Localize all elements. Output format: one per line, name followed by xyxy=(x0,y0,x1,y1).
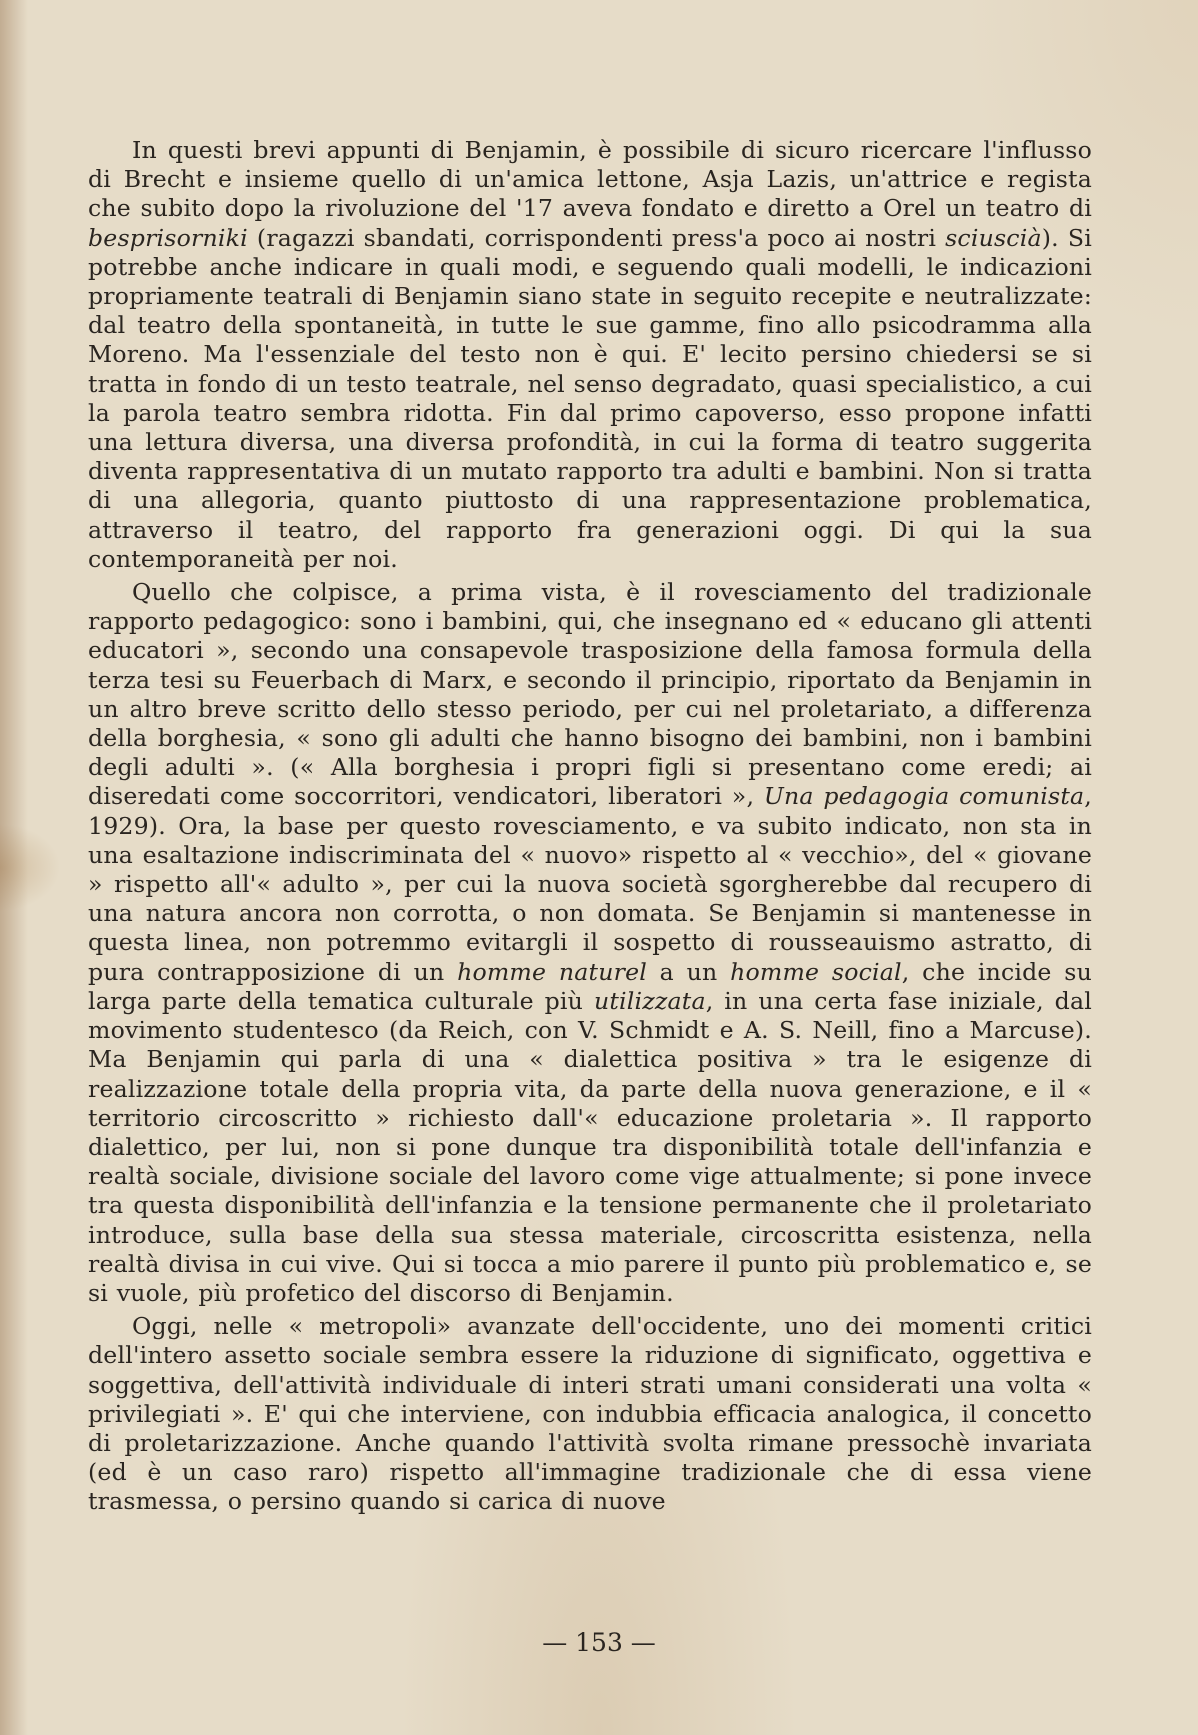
page-binding-shadow xyxy=(0,0,28,1735)
text-segment: (ragazzi sbandati, corrispondenti press'a poco ai nostri xyxy=(247,223,946,252)
text-segment: a un xyxy=(646,957,731,986)
italic-term: homme social xyxy=(730,957,902,986)
italic-term: homme naturel xyxy=(457,957,647,986)
italic-term: besprisorniki xyxy=(88,223,248,252)
page-number: — 153 — xyxy=(542,1628,656,1657)
text-segment: Quello che colpisce, a prima vista, è il rovesciamento del tradizionale rapporto pedagogico: sono i bambini, qui, che insegnano ed « educano gli attenti educatori », secondo una consapevole trasposizione della famosa formula della terza tesi su Feuerbach di Marx, e secondo il principio, riportato da Benjamin in un altro breve scritto dello stesso periodo, per cui nel proletariato, a differenza della borghesia, « sono gli adulti che hanno bisogno dei bambini, non i bambini degli adulti ». (« Alla borghesia i propri figli si presentano come eredi; ai diseredati come soccorritori, vendicatori, liberatori », xyxy=(88,578,1092,811)
paragraph xyxy=(88,578,1092,1308)
text-segment: ). Si potrebbe anche indicare in quali modi, e seguendo quali modelli, le indicazioni propriamente teatrali di Benjamin siano state in seguito recepite e neutralizzate: dal teatro della spontaneità, in tutte le sue gamme, fino allo psicodramma alla Moreno. Ma l'essenziale del testo non è qui. E' lecito persino chiedersi se si tratta in fondo di un testo teatrale, nel senso degradato, quasi specialistico, a cui la parola teatro sembra ridotta. Fin dal primo capoverso, esso propone infatti una lettura diversa, una diversa profondità, in cui la forma di teatro suggerita diventa rappresentativa di un mutato rapporto tra adulti e bambini. Non si tratta di una allegoria, quanto piuttosto di una rappresentazione problematica, attraverso il teatro, del rapporto fra generazioni oggi. Di qui la sua contemporaneità per noi. xyxy=(88,223,1092,573)
italic-term: utilizzata xyxy=(593,986,706,1015)
paragraph xyxy=(88,136,1092,574)
text-segment: , che incide su larga parte della tematica culturale più xyxy=(88,957,1092,1015)
italic-title: Una pedagogia comunista xyxy=(763,782,1085,811)
text-segment: , 1929). Ora, la base per questo rovesciamento, e va subito indicato, non sta in una esaltazione indiscriminata del « nuovo» rispetto al « vecchio», del « giovane » rispetto all'« adulto », per cui la nuova società sgorgherebbe dal recupero di una natura ancora non corrotta, o non domata. Se Benjamin si mantenesse in questa linea, non potremmo evitargli il sospetto di rousseauismo astratto, di pura contrapposizione di un xyxy=(88,782,1092,986)
text-segment: In questi brevi appunti di Benjamin, è possibile di sicuro ricercare l'influsso di Brecht e insieme quello di un'amica lettone, Asja Lazis, un'attrice e regista che subito dopo la rivoluzione del '17 aveva fondato e diretto a Orel un teatro di xyxy=(88,136,1092,223)
body-text xyxy=(88,136,1092,1517)
paragraph xyxy=(88,1312,1092,1516)
italic-term: sciuscià xyxy=(945,223,1042,252)
text-segment: , in una certa fase iniziale, dal movimento studentesco (da Reich, con V. Schmidt e A. S. Neill, fino a Marcuse). Ma Benjamin qui parla di una « dialettica positiva » tra le esigenze di realizzazione totale della propria vita, da parte della nuova generazione, e il « territorio circoscritto » richiesto dall'« educazione proletaria ». Il rapporto dialettico, per lui, non si pone dunque tra disponibilità totale dell'infanzia e realtà sociale, divisione sociale del lavoro come vige attualmente; si pone invece tra questa disponibilità dell'infanzia e la tensione permanente che il proletariato introduce, sulla base della sua stessa materiale, circoscritta esistenza, nella realtà divisa in cui vive. Qui si tocca a mio parere il punto più problematico e, se si vuole, più profetico del discorso di Benjamin. xyxy=(88,986,1092,1307)
text-segment: Oggi, nelle « metropoli» avanzate dell'occidente, uno dei momenti critici dell'intero assetto sociale sembra essere la riduzione di significato, oggettiva e soggettiva, dell'attività individuale di interi strati umani considerati una volta « privilegiati ». E' qui che interviene, con indubbia efficacia analogica, il concetto di proletarizzazione. Anche quando l'attività svolta rimane pressochè invariata (ed è un caso raro) rispetto all'immagine tradizionale che di essa viene trasmessa, o persino quando si carica di nuove xyxy=(88,1312,1092,1516)
